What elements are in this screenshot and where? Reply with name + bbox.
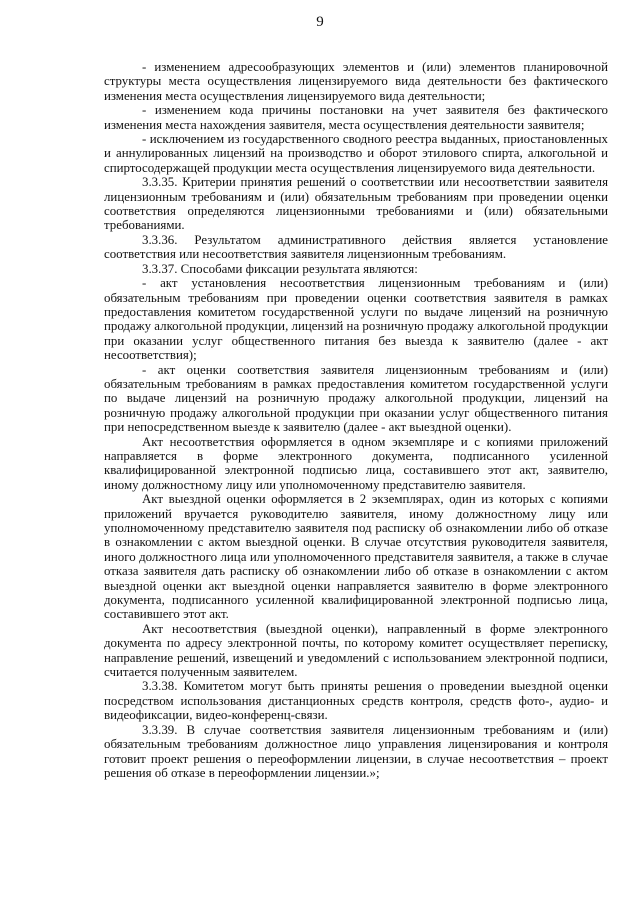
paragraph: Акт несоответствия оформляется в одном экземпляре и с копиями приложений направляется в форме электронного документа, подписанного усиленной квалифицированной электронной подписью лица, составившего этот акт, заявителю, иному должностному лицу или уполномоченному представителю заявителя. [104, 434, 608, 492]
paragraph: - акт установления несоответствия лицензионным требованиям и (или) обязательным требованиям при проведении оценки соответствия заявителя в рамках предоставления комитетом государственной услуги по выдаче лицензий на розничную продажу алкогольной продукции, лицензий на розничную продажу алкогольной продукции при оказании услуг общественного питания без выезда к заявителю (далее - акт несоответствия); [104, 276, 608, 363]
page-number: 9 [316, 14, 324, 30]
paragraph: 3.3.37. Способами фиксации результата являются: [142, 261, 418, 276]
paragraph: Акт несоответствия (выездной оценки), направленный в форме электронного документа по адресу электронной почты, по которому комитет осуществляет переписку, направление решений, извещений и уведомлений с использованием электронной подписи, считается полученным заявителем. [104, 621, 608, 680]
paragraph: 3.3.38. Комитетом могут быть приняты решения о проведении выездной оценки посредством использования дистанционных средств контроля, средств фото-, аудио- и видеофиксации, видео-конференц-связи. [104, 679, 608, 723]
document-body [104, 60, 608, 780]
paragraph: 3.3.36. Результатом административного действия является установление соответствия или несоответствия заявителя лицензионным требованиям. [104, 232, 608, 262]
paragraph: - изменением адресообразующих элементов и (или) элементов планировочной структуры места осуществления лицензируемого вида деятельности без фактического изменения места осуществления лицензируемого вида деятельности; [104, 60, 608, 103]
paragraph: - исключением из государственного сводного реестра выданных, приостановленных и аннулированных лицензий на производство и оборот этилового спирта, алкогольной и спиртосодержащей продукции места осуществления лицензируемого вида деятельности. [104, 132, 608, 175]
paragraph: 3.3.35. Критерии принятия решений о соответствии или несоответствии заявителя лицензионным требованиям и (или) обязательным требованиям при проведении оценки соответствия определяются лицензионными требованиями и (или) обязательными требованиями. [104, 175, 608, 233]
paragraph: 3.3.39. В случае соответствия заявителя лицензионным требованиям и (или) обязательным требованиям должностное лицо управления лицензирования и контроля готовит проект решения о переоформлении лицензии, в случае несоответствия – проект решения об отказе в переоформлении лицензии.»; [104, 722, 608, 780]
paragraph: - изменением кода причины постановки на учет заявителя без фактического изменения места нахождения заявителя, места осуществления деятельности заявителя; [104, 103, 608, 132]
paragraph: - акт оценки соответствия заявителя лицензионным требованиям и (или) обязательным требованиям в рамках предоставления комитетом государственной услуги по выдаче лицензий на розничную продажу алкогольной продукции, лицензий на розничную продажу алкогольной продукции при оказании услуг общественного питания при непосредственном выезде к заявителю (далее - акт выездной оценки). [104, 362, 608, 435]
paragraph: Акт выездной оценки оформляется в 2 экземплярах, один из которых с копиями приложений вручается руководителю заявителя, иному должностному лицу или уполномоченному представителю заявителя под расписку об ознакомлении либо об отказе в ознакомлении с актом выездной оценки. В случае отсутствия руководителя заявителя, иного должностного лица или уполномоченного представителя заявителя, а также в случае отказа заявителя дать расписку об ознакомлении либо об отказе в ознакомлении с актом выездной оценки акт выездной оценки направляется заявителю в форме электронного документа, подписанного усиленной квалифицированной электронной подписью лица, составившего этот акт. [104, 492, 608, 622]
